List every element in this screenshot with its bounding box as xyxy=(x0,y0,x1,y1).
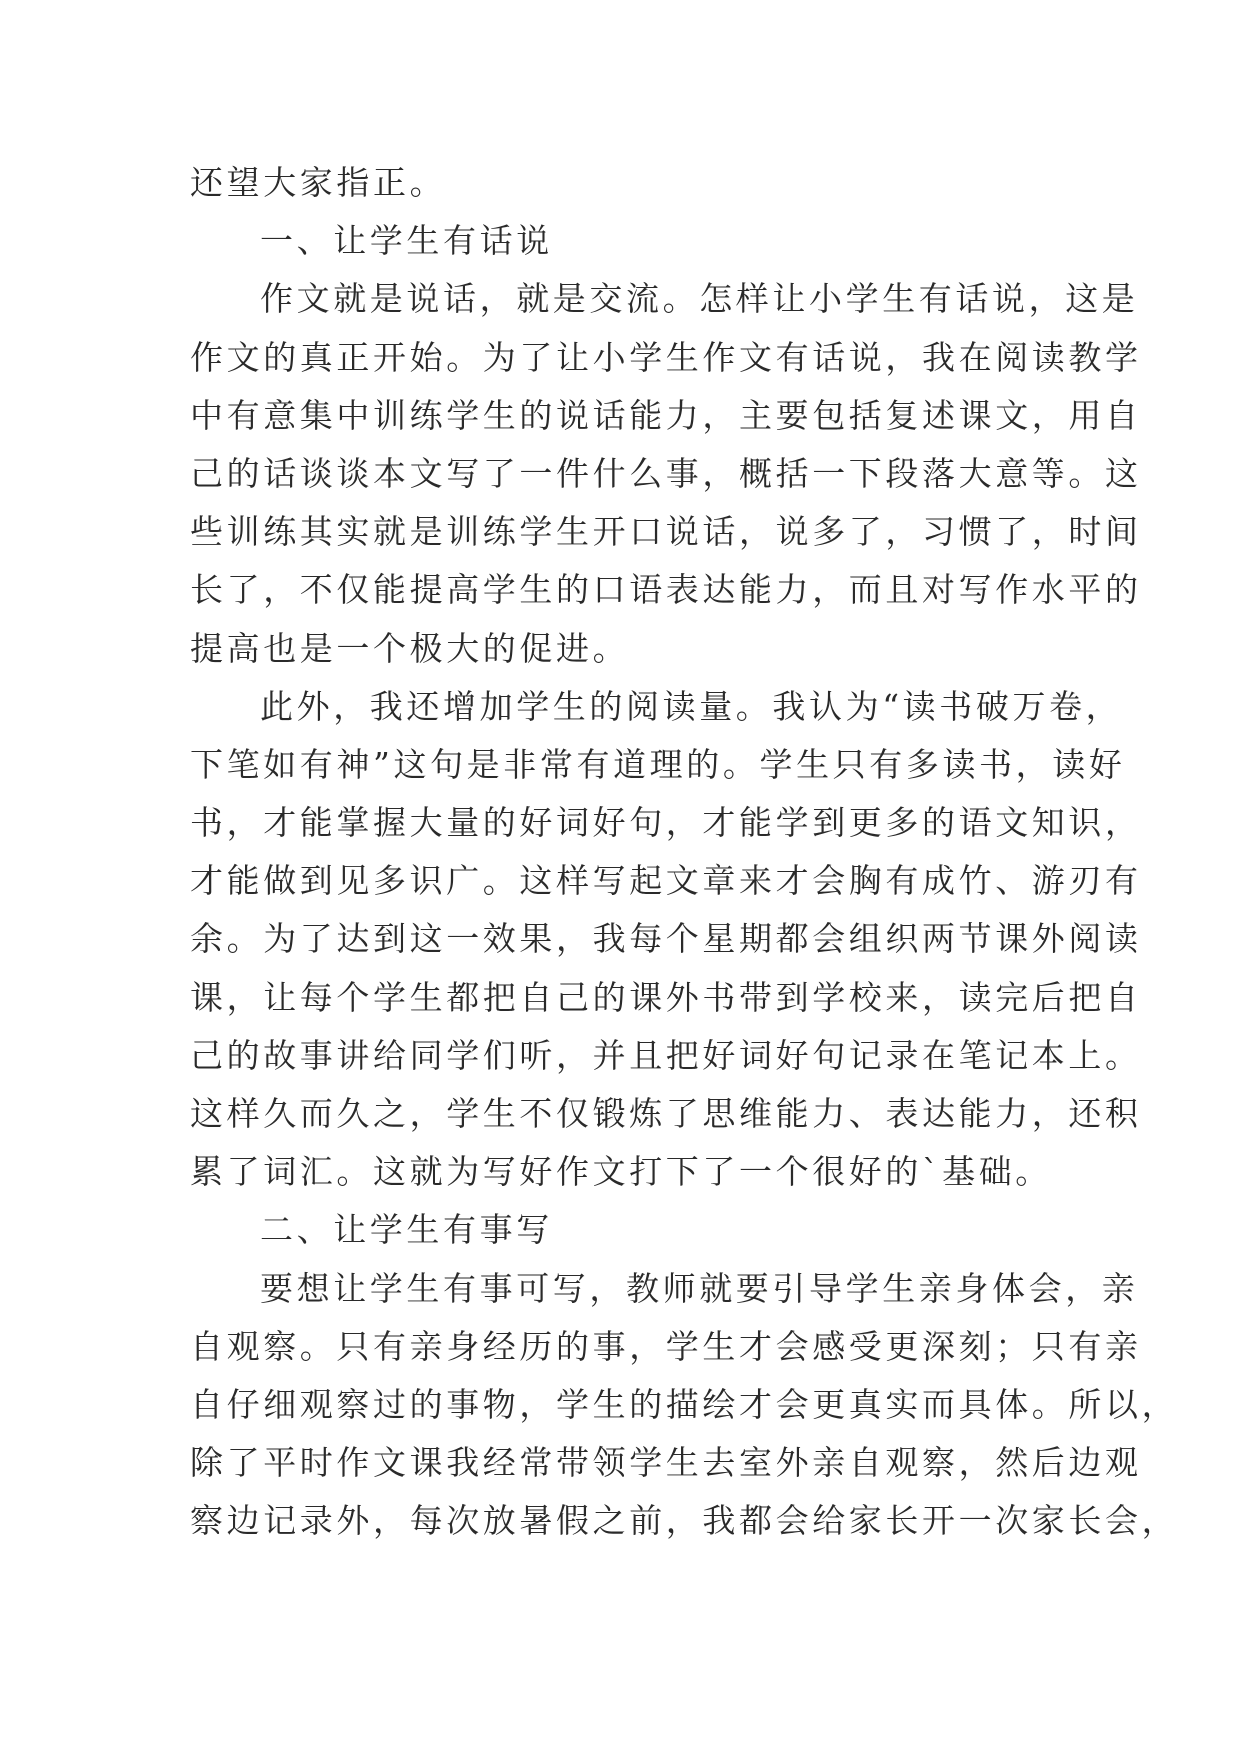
text-line: 下笔如有神”这句是非常有道理的。学生只有多读书，读好 xyxy=(190,744,1126,784)
text-line: 中有意集中训练学生的说话能力，主要包括复述课文，用自 xyxy=(190,395,1142,435)
text-line: 书，才能掌握大量的好词好句，才能学到更多的语文知识， xyxy=(190,803,1142,843)
text-line: 自观察。只有亲身经历的事，学生才会感受更深刻；只有亲 xyxy=(190,1326,1142,1366)
text-line: 些训练其实就是训练学生开口说话，说多了，习惯了，时间 xyxy=(190,512,1142,552)
text-line: 还望大家指正。 xyxy=(190,163,447,202)
text-line: 这样久而久之，学生不仅锻炼了思维能力、表达能力，还积 xyxy=(190,1094,1142,1133)
text-line: 累了词汇。这就为写好作文打下了一个很好的`基础。 xyxy=(190,1152,1052,1192)
text-line: 要想让学生有事可写，教师就要引导学生亲身体会，亲 xyxy=(260,1268,1139,1308)
text-line: 除了平时作文课我经常带领学生去室外亲自观察，然后边观 xyxy=(190,1443,1142,1483)
text-line: 长了，不仅能提高学生的口语表达能力，而且对写作水平的 xyxy=(190,570,1142,610)
text-line: 此外，我还增加学生的阅读量。我认为“读书破万卷， xyxy=(260,686,1123,726)
document-body xyxy=(190,154,1179,1551)
text-line: 才能做到见多识广。这样写起文章来才会胸有成竹、游刃有 xyxy=(190,861,1142,901)
text-line: 己的话谈谈本文写了一件什么事，概括一下段落大意等。这 xyxy=(190,453,1142,493)
text-line: 自仔细观察过的事物，学生的描绘才会更真实而具体。所以， xyxy=(190,1384,1179,1424)
text-line: 提高也是一个极大的促进。 xyxy=(190,628,630,668)
text-line: 作文就是说话，就是交流。怎样让小学生有话说，这是 xyxy=(260,279,1139,319)
text-line: 己的故事讲给同学们听，并且把好词好句记录在笔记本上。 xyxy=(190,1035,1142,1075)
section-heading-2: 二、让学生有事写 xyxy=(260,1210,553,1250)
section-heading-1: 一、让学生有话说 xyxy=(260,221,553,261)
text-line: 余。为了达到这一效果，我每个星期都会组织两节课外阅读 xyxy=(190,919,1142,959)
text-line: 作文的真正开始。为了让小学生作文有话说，我在阅读教学 xyxy=(190,337,1142,377)
text-line: 察边记录外，每次放暑假之前，我都会给家长开一次家长会， xyxy=(190,1501,1179,1541)
text-line: 课，让每个学生都把自己的课外书带到学校来，读完后把自 xyxy=(190,977,1142,1017)
